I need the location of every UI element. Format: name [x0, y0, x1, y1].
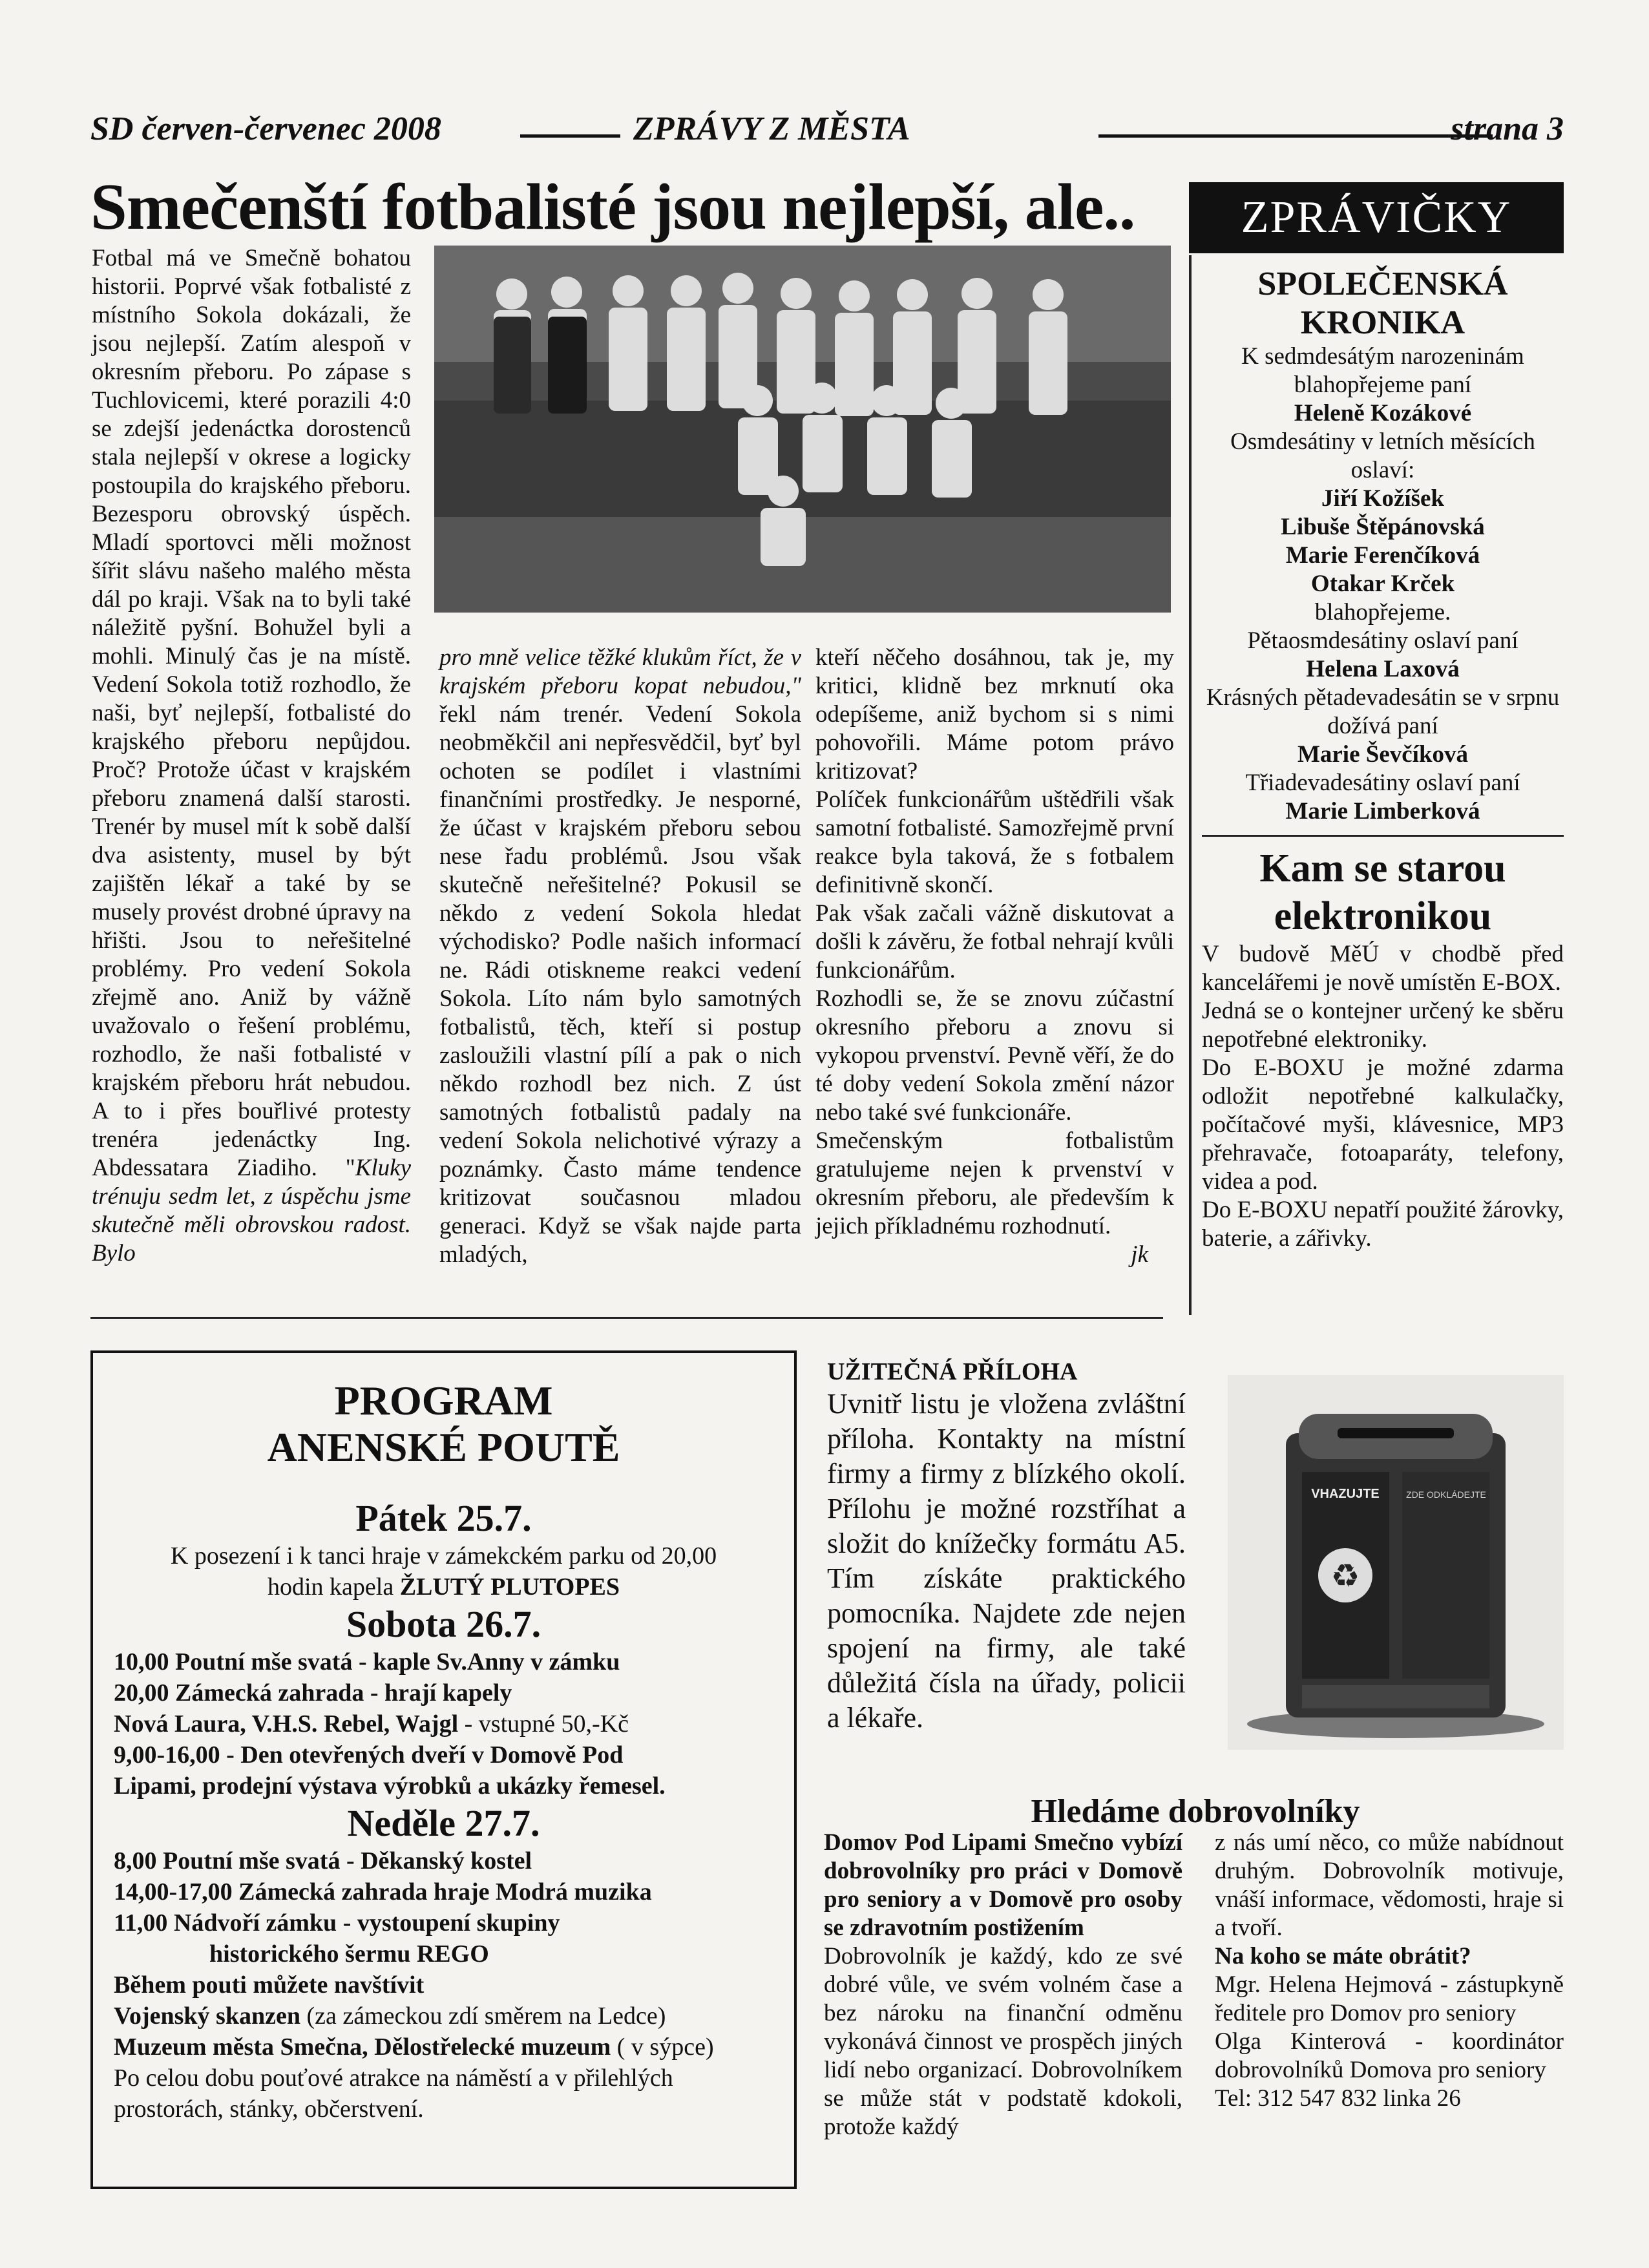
article-text-1: Fotbal má ve Smečně bohatou historii. Poprvé však fotbalisté z místního Sokola dokázali, že jsou nejlepší. Zatím alespoň v okresním přeboru. Po zápase s Tuchlovicemi, které porazili 4:0 se zdejší jedenáctka dorostenců stala nejlepší v okrese a logicky postoupila do krajského přeboru. Bezesporu obrovský úspěch. Mladí sportovci měli možnost šířit slávu našeho malého města dál po kraji. Však na to byli také náležitě pyšní. Bohužel byli a mohli. Minulý čas je na místě. Vedení Sokola totiž rozhodlo, že naši, byť nejlepší, fotbalisté do krajského přeboru nepůjdou. Proč? Protože účast v krajském přeboru znamená další starosti. Trenér by musel mít k sobě další dva asistenty, musel by být zajištěn lékař a také by se musely provést drobné úpravy na hřišti. Jsou to neřešitelné problémy. Pro vedení Sokola zřejmě ano. Aniž by vážně uvažovalo o řešení problému, rozhodlo, že naši fotbalisté v krajském přeboru hrát nebudou. A to i přes bouřlivé protesty trenéra jedenáctky Ing. Abdessatara Ziadiho. " — [92, 245, 411, 1181]
article-signature: jk — [1131, 1241, 1148, 1268]
kronika-line: Marie Limberková — [1285, 798, 1480, 824]
page-number: strana 3 — [1451, 110, 1564, 147]
elektronika-text — [1202, 940, 1564, 1253]
kronika-line: Helena Laxová — [1306, 656, 1460, 682]
dobrovolnici-column-1 — [824, 1829, 1182, 2141]
skanzen-name: Vojenský skanzen — [114, 2002, 300, 2030]
saturday-heading: Sobota 26.7. — [346, 1603, 541, 1645]
program-line-muzeum — [93, 2032, 794, 2063]
sidebar-separator — [1202, 835, 1564, 837]
priloha-text: Uvnitř listu je vložena zvláštní příloha. Kontakty na místní firmy a firmy z blízkého okolí. Přílohu je možné rozstříhat a složit do knížečky formátu A5. Tím získáte praktického pomocníka. Najdete zde nejen spojení na firmy, ale také důležitá čísla na úřady, policii a lékaře. — [827, 1388, 1186, 1734]
friday-text — [93, 1571, 794, 1602]
team-photo — [434, 246, 1171, 613]
program-line-ticket — [93, 1708, 794, 1739]
page-header — [90, 110, 1564, 155]
program-line: 20,00 Zámecká zahrada - hrají kapely — [114, 1679, 512, 1706]
dobrovolnici-column-2 — [1215, 1829, 1564, 2113]
kronika-line: Třiadevadesátiny oslaví paní — [1245, 770, 1520, 796]
ebox-label: VHAZUJTE — [1311, 1487, 1380, 1501]
program-line: Lipami, prodejní výstava výrobků a ukázky řemesel. — [114, 1772, 666, 1800]
sunday-heading: Neděle 27.7. — [347, 1802, 540, 1844]
program-title: PROGRAM — [334, 1378, 553, 1423]
header-rule-right — [1098, 134, 1493, 138]
svg-text:♻: ♻ — [1330, 1557, 1360, 1595]
article-quote-2: pro mně velice těžké klukům říct, že v krajském přeboru kopat nebudou," — [439, 644, 801, 699]
program-line: Během pouti můžete navštívit — [114, 1971, 425, 1999]
contact-person-2: Olga Kinterová - koordinátor dobrovolníků Domova pro seniory — [1215, 2028, 1564, 2083]
right-sidebar — [1202, 265, 1564, 1253]
program-line: 11,00 Nádvoří zámku - vystoupení skupiny — [114, 1909, 560, 1937]
muzeum-name: Muzeum města Smečna, Dělostřelecké muzeum — [114, 2033, 611, 2061]
friday-text-part: hodin kapela — [267, 1573, 400, 1601]
article-column-1 — [92, 244, 411, 1268]
program-bands: Nová Laura, V.H.S. Rebel, Wajgl — [114, 1710, 459, 1738]
kronika-line: Krásných pětadevadesátin se v srpnu dožívá paní — [1206, 684, 1560, 739]
article-column-2 — [439, 644, 801, 1269]
program-line: 8,00 Poutní mše svatá - Děkanský kostel — [114, 1847, 532, 1874]
kronika-list — [1202, 342, 1564, 826]
sidebar-divider — [1189, 255, 1192, 1315]
muzeum-location: ( v sýpce) — [611, 2033, 714, 2061]
article-text-2: řekl nám trenér. Vedení Sokola neobměkčil ani nepřesvědčil, byť byl ochoten se podílet i vlastními finančními prostředky. Je nesporné, že účast v krajském přeboru sebou nese řadu problémů. Jsou však skutečně neřešitelné? Pokusil se někdo z vedení Sokola hledat východisko? Podle našich informací ne. Rádi otiskneme reakci vedení Sokola. Líto nám bylo samotných fotbalistů, těch, kteří si postup zasloužili vlastní pílí a pak o nich někdo rozhodl bez nich. Z úst samotných fotbalistů padaly na vedení Sokola nelichotivé výrazy a poznámky. Často máme tendence kritizovat současnou mladou generaci. Když se však najde parta mladých, — [439, 701, 801, 1268]
elektronika-paragraph: V budově MěÚ v chodbě před kancelářemi je nově umístěn E-BOX. — [1202, 941, 1564, 996]
article-paragraph: Rozhodli se, že se znovu zúčastní okresního přeboru a znovu si vykopou prvenství. Pevně věří, že do té doby vedení Sokola změní názor nebo také své funkcionáře. — [815, 985, 1174, 1126]
zpravicky-box: ZPRÁVIČKY — [1189, 182, 1564, 253]
article-paragraph: Políček funkcionářům uštědřili však samotní fotbalisté. Samozřejmě první reakce byla taková, že s fotbalem definitivně skončí. — [815, 786, 1174, 898]
priloha-title: UŽITEČNÁ PŘÍLOHA — [827, 1358, 1078, 1385]
kronika-line: Marie Ševčíková — [1297, 741, 1469, 768]
dobrovolnici-lead: Domov Pod Lipami Smečno vybízí dobrovolníky pro práci v Domově pro seniory a v Domově pro osoby se zdravotním postižením — [824, 1829, 1182, 1941]
program-line: 14,00-17,00 Zámecká zahrada hraje Modrá muzika — [114, 1878, 652, 1906]
kronika-line: Heleně Kozákové — [1294, 400, 1472, 426]
elektronika-title: Kam se starou elektronikou — [1259, 846, 1506, 938]
elektronika-paragraph: Jedná se o kontejner určený ke sběru nepotřebné elektroniky. — [1202, 998, 1564, 1053]
section-divider — [90, 1317, 1163, 1319]
priloha-article — [827, 1357, 1186, 1736]
contact-person-1: Mgr. Helena Hejmová - zástupkyně ředitele pro Domov pro seniory — [1215, 1971, 1564, 2026]
program-line-skanzen — [93, 2000, 794, 2032]
program-subtitle: ANENSKÉ POUTĚ — [267, 1424, 620, 1470]
kronika-line: blahopřejeme. — [1314, 599, 1451, 625]
ebox-image — [1228, 1375, 1564, 1750]
team-photo-illustration — [434, 246, 1171, 613]
band-name: ŽLUTÝ PLUTOPES — [399, 1573, 620, 1601]
program-line: 9,00-16,00 - Den otevřených dveří v Domově Pod — [114, 1741, 624, 1769]
issue-date: SD červen-červenec 2008 — [90, 110, 441, 147]
program-line: 10,00 Poutní mše svatá - kaple Sv.Anny v zámku — [114, 1648, 620, 1675]
kronika-line: Marie Ferenčíková — [1285, 542, 1480, 569]
kronika-title: SPOLEČENSKÁ KRONIKA — [1257, 266, 1508, 341]
program-ticket: - vstupné 50,-Kč — [458, 1710, 629, 1738]
section-title: ZPRÁVY Z MĚSTA — [633, 110, 910, 147]
elektronika-paragraph: Do E-BOXU nepatří použité žárovky, baterie, a zářivky. — [1202, 1197, 1564, 1252]
ebox-illustration — [1228, 1375, 1564, 1750]
article-column-3 — [815, 644, 1174, 1269]
program-box — [90, 1350, 797, 2189]
elektronika-paragraph: Do E-BOXU je možné zdarma odložit nepotřebné kalkulačky, počítačové myši, klávesnice, MP3 přehravače, fotoaparáty, telefony, videa a pod. — [1202, 1055, 1564, 1195]
program-line: Po celou dobu pouťové atrakce na náměstí a v přilehlých — [114, 2064, 673, 2092]
dobrovolnici-text: z nás umí něco, co může nabídnout druhým. Dobrovolník motivuje, vnáší informace, vědomosti, hraje si a tvoří. — [1215, 1829, 1564, 1941]
kronika-line: Pětaosmdesátiny oslaví paní — [1247, 627, 1518, 654]
dobrovolnici-text: Dobrovolník je každý, kdo ze své dobré vůle, ve svém volném čase a bez nároku na finanční odměnu vykonává činnost ve prospěch jiných lidí nebo organizací. Dobrovolníkem se může stát v podstatě kdokoli, protože každý — [824, 1943, 1182, 2140]
article-headline: Smečenští fotbalisté jsou nejlepší, ale.. — [90, 171, 1135, 244]
friday-heading: Pátek 25.7. — [355, 1497, 532, 1539]
kronika-line: Osmdesátiny v letních měsících oslaví: — [1230, 428, 1535, 483]
ebox-label-2: ZDE ODKLÁDEJTE — [1406, 1489, 1486, 1500]
contact-phone: Tel: 312 547 832 linka 26 — [1215, 2085, 1461, 2112]
contact-question: Na koho se máte obrátit? — [1215, 1943, 1471, 1969]
friday-text: K posezení i k tanci hraje v zámekckém parku od 20,00 — [170, 1542, 717, 1570]
kronika-line: Libuše Štěpánovská — [1281, 514, 1485, 540]
article-quote-1: Kluky trénuju sedm let, z úspěchu jsme skutečně měli obrovskou radost. Bylo — [92, 1155, 411, 1266]
kronika-line: Otakar Krček — [1310, 571, 1455, 597]
article-paragraph: Smečenským fotbalistům gratulujeme nejen k prvenství v okresním přeboru, ale především k jejich příkladnému rozhodnutí. — [815, 1128, 1174, 1239]
article-paragraph: Pak však začali vážně diskutovat a došli k závěru, že fotbal nehrají kvůli funkcionářům. — [815, 900, 1174, 983]
article-paragraph: kteří něčeho dosáhnou, tak je, my kritici, klidně bez mrknutí oka odepíšeme, aniž bychom si s nimi pohovořili. Máme potom právo kritizovat? — [815, 644, 1174, 784]
kronika-line: K sedmdesátým narozeninám blahopřejeme paní — [1241, 343, 1524, 398]
program-line: prostorách, stánky, občerstvení. — [114, 2095, 424, 2123]
program-line: historického šermu REGO — [209, 1940, 489, 1968]
dobrovolnici-title: Hledáme dobrovolníky — [1031, 1793, 1360, 1830]
header-rule-left — [520, 134, 620, 138]
skanzen-location: (za zámeckou zdí směrem na Ledce) — [300, 2002, 666, 2030]
kronika-line: Jiří Kožíšek — [1321, 485, 1445, 512]
